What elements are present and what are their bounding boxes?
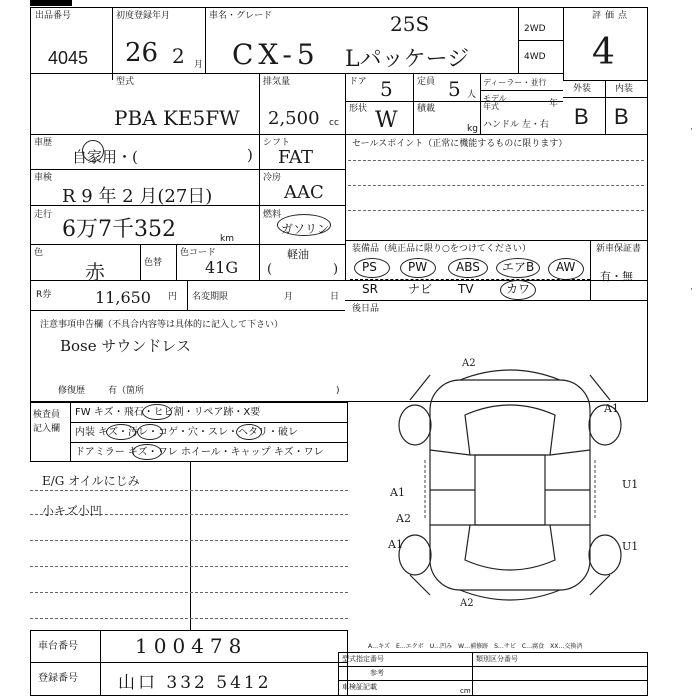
color-swatch-label: 色替 — [144, 258, 163, 268]
form-label-3: 車検証記載 — [342, 683, 377, 691]
rear-window — [465, 525, 555, 570]
score: 4 — [592, 32, 615, 73]
interior-label: 内装 — [615, 84, 634, 94]
equipment-title: 装備品（純正品に限り○をつけてください） — [352, 244, 531, 254]
usage-circle — [82, 140, 104, 162]
circle-aw — [548, 258, 584, 280]
equip-abs: ABS — [456, 260, 480, 274]
inspector-label1: 検査員 — [33, 410, 61, 420]
notes-content: Bose サウンドレス — [60, 337, 191, 355]
ac-label: 冷房 — [263, 173, 282, 183]
usage-label: 車歴 — [34, 138, 53, 148]
ac: AAC — [284, 182, 324, 203]
fuel: ガソリン — [281, 222, 330, 236]
load-unit: kg — [467, 124, 478, 134]
doors: 5 — [380, 77, 393, 101]
capacity-unit: 人 — [467, 90, 477, 100]
mark-left-a1: A1 — [390, 486, 405, 499]
corner-tab — [30, 0, 72, 6]
mark-rear-a2: A2 — [460, 598, 474, 609]
circle-abs — [448, 258, 488, 278]
mileage: 6万7千352 — [62, 217, 176, 242]
front-bumper — [460, 370, 560, 380]
repair-value: 有（箇所 — [108, 386, 145, 396]
deregistration-label: 名変期限 — [192, 292, 229, 302]
mark-front-right-a1: A1 — [604, 402, 619, 415]
interior-grade: B — [614, 104, 629, 129]
engine-grade: 25S — [390, 12, 430, 36]
first-reg-month-unit: 月 — [194, 60, 204, 70]
drive-4wd: 4WD — [524, 52, 546, 62]
form-label-2: 類別区分番号 — [476, 655, 518, 663]
color: 赤 — [85, 260, 105, 284]
wheel-rear-left — [399, 535, 431, 575]
inspector-label2: 記入欄 — [33, 424, 61, 434]
recycle-value: 11,650 — [95, 288, 151, 307]
equip-leather: カワ — [506, 282, 531, 296]
notes-title: 注意事項申告欄（不具合内容等は具体的に記入して下さい） — [40, 320, 284, 330]
mark-front-a2: A2 — [462, 358, 476, 369]
mark-left-a2: A2 — [396, 512, 411, 525]
wheel-rear-right — [589, 535, 621, 575]
drive-2wd: 2WD — [524, 24, 546, 34]
chassis-label: 車台番号 — [38, 641, 78, 652]
sales-point-label: セールスポイント（正常に機能するものに限ります） — [352, 139, 568, 149]
lot-label: 出品番号 — [35, 11, 72, 21]
first-reg-year: 26 — [125, 38, 159, 68]
fuel-light-oil: 軽油 — [287, 248, 309, 261]
form-label-1: 型式指定番号 — [342, 655, 384, 663]
model: PBA KE5FW — [114, 106, 240, 130]
inspector-notes — [30, 462, 348, 630]
color-label: 色 — [34, 248, 44, 258]
grade: Lパッケージ — [345, 47, 470, 72]
aftermarket-label: 後日品 — [352, 304, 380, 314]
equip-aw: AW — [556, 260, 576, 274]
displacement: 2,500 — [268, 108, 320, 129]
circle-leather — [500, 280, 536, 300]
equip-navi: ナビ — [408, 282, 433, 296]
model-year-unit: 年 — [549, 99, 559, 109]
inspection: R 9 年 2 月(27日) — [62, 186, 213, 207]
chassis-number: 100478 — [135, 634, 248, 658]
exterior-grade: B — [574, 104, 589, 129]
color-code-label: 色コード — [180, 248, 217, 258]
equip-sr: SR — [362, 282, 378, 296]
wheel-front-left — [399, 405, 431, 445]
equip-airbag: エアB — [502, 260, 535, 274]
mileage-unit: km — [220, 234, 234, 244]
displacement-unit: cc — [329, 118, 339, 128]
dimensions-unit: cm — [460, 687, 471, 695]
circle-pw — [400, 258, 436, 278]
legend: A…キズ E…エクボ U…凹み W…補修跡 S…サビ C…腐食 XX…交換済 — [368, 643, 583, 650]
month-unit: 月 — [284, 292, 294, 302]
inspector-row-2: 内装 キズ・汚レ・コゲ・穴・スレ・ヘタリ・破レ — [75, 427, 298, 438]
circle-ps — [354, 258, 390, 278]
mark-rear-left-a1: A1 — [388, 538, 403, 551]
equip-ps: PS — [362, 260, 377, 274]
car-name-label: 車名・グレード — [209, 11, 273, 21]
recycle-unit: 円 — [168, 292, 178, 302]
model-year-label: モデル年式 — [483, 94, 507, 111]
first-reg-label: 初度登録年月 — [116, 11, 171, 21]
exterior-label: 外装 — [573, 84, 592, 94]
mark-right-u1: U1 — [622, 478, 639, 491]
form-ref-label: 参考 — [370, 669, 384, 677]
mileage-label: 走行 — [34, 210, 53, 220]
usage-value: 自家用・( — [72, 148, 138, 166]
roof — [475, 455, 545, 525]
shift-label: シフト — [263, 138, 291, 148]
note-engine-oil: E/G オイルにじみ — [42, 474, 140, 488]
doors-label: ドア — [349, 77, 367, 87]
score-label: 評価点 — [592, 11, 632, 21]
steering-label: ハンドル 左・右 — [483, 120, 549, 130]
body-type-label: 形状 — [349, 104, 368, 114]
shift: FAT — [278, 147, 313, 168]
capacity-label: 定員 — [417, 77, 436, 87]
color-code: 41G — [205, 258, 239, 277]
car-diagram — [370, 355, 650, 620]
fuel-circle — [277, 214, 331, 236]
rear-bumper — [460, 590, 560, 600]
load-label: 積載 — [417, 104, 436, 114]
displacement-label: 排気量 — [263, 77, 291, 87]
inspection-label: 車検 — [34, 173, 53, 183]
equipment-grid — [350, 258, 590, 300]
inspector-row-3: ドアミラー キズ・ワレ ホイール・キャップ キズ・ワレ — [75, 447, 324, 458]
body-type: W — [375, 108, 398, 133]
new-car-warranty-value: 有・無 — [600, 270, 633, 283]
day-unit: 日 — [330, 292, 340, 302]
mark-rear-right-u1: U1 — [622, 540, 639, 553]
dealer-label: ディーラー・並行 — [483, 78, 547, 87]
equip-tv: TV — [458, 282, 474, 296]
first-reg-month: 2 — [172, 44, 185, 68]
reg-number: 山口 332 5412 — [118, 673, 272, 693]
lot-number: 4045 — [48, 48, 89, 68]
recycle-label: R券 — [36, 290, 52, 300]
windshield — [465, 405, 555, 455]
car-body-outline — [430, 380, 590, 590]
reg-label: 登録番号 — [38, 673, 78, 684]
fuel-label: 燃料 — [263, 210, 282, 220]
model-label: 型式 — [116, 77, 135, 87]
inspector-row-1: FW キズ・飛石・ヒビ割・リペア跡・X要 — [75, 407, 261, 418]
equip-pw: PW — [408, 260, 428, 274]
circle-airbag — [496, 258, 540, 278]
capacity: 5 — [448, 77, 461, 101]
car-name: CX-5 — [232, 38, 320, 71]
new-car-warranty-label: 新車保証書 — [596, 244, 642, 254]
note-scratch: 小キズ小凹 — [42, 504, 102, 518]
repair-label: 修復歴 — [58, 386, 86, 396]
